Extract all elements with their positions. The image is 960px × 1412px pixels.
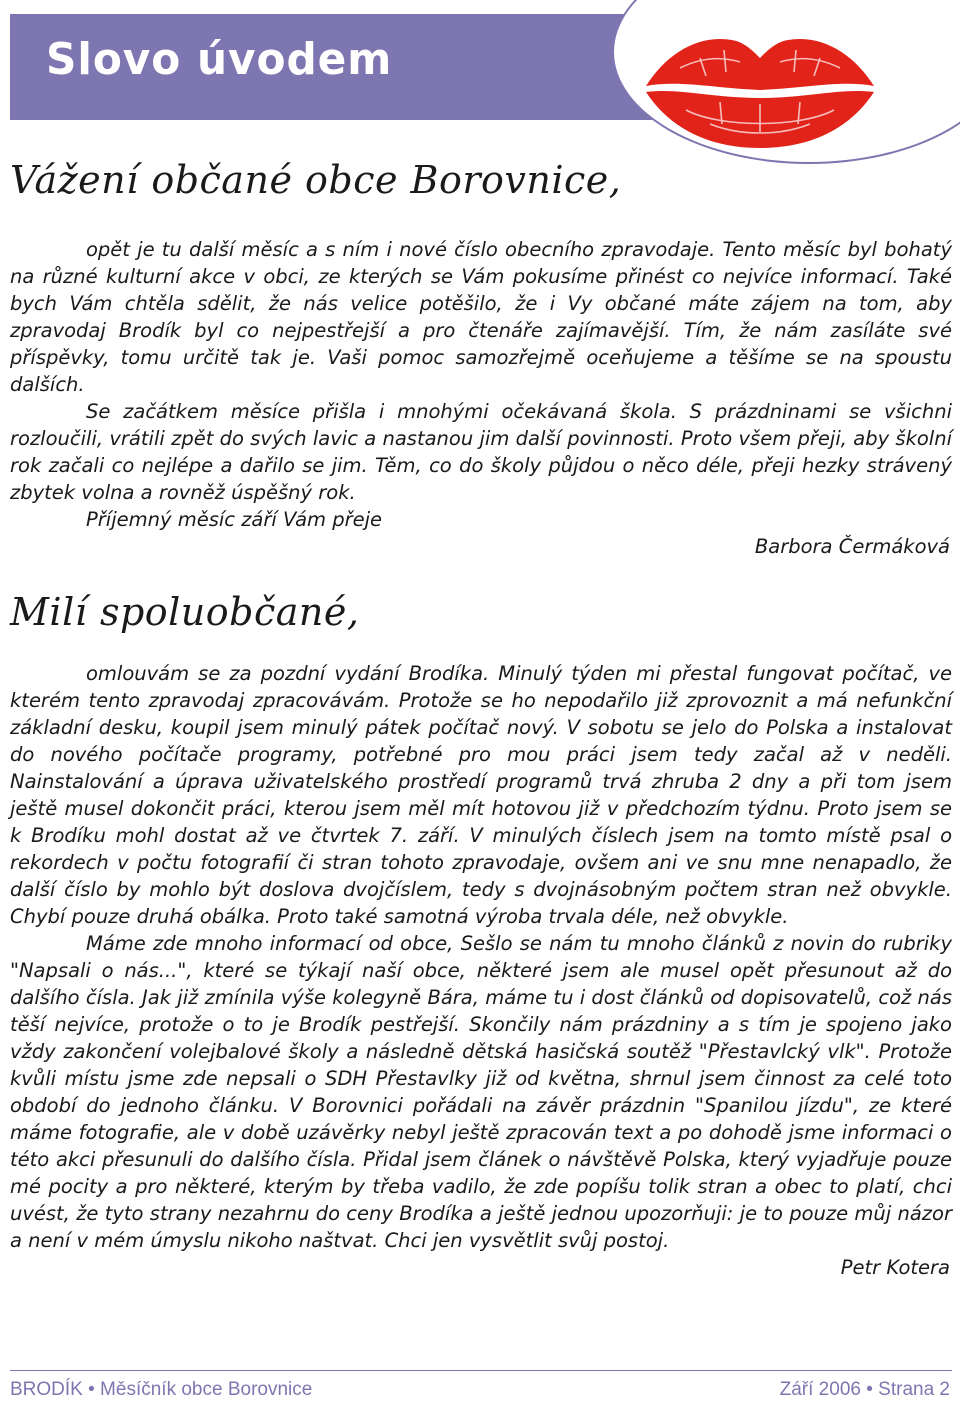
greeting-heading: Milí spoluobčané, [10,590,360,634]
footer-page-info: Září 2006 • Strana 2 [779,1379,950,1400]
paragraph: Se začátkem měsíce přišla i mnohými očekávaná škola. S prázdninami se všichni rozloučili, vrátili zpět do svých lavic a nastanou jim další povinnosti. Proto všem přeji, aby školní rok začali co nejlépe a dařilo se jim. Těm, co do školy půjdou o něco déle, přeji hezky strávený zbytek volna a rovněž úspěšný rok. [10,400,952,504]
greeting-heading: Vážení občané obce Borovnice, [10,158,622,202]
signature: Barbora Čermáková [754,535,950,558]
lips-icon [640,28,880,156]
signature: Petr Kotera [840,1256,950,1279]
letter-section-2 [10,660,952,1281]
paragraph: opět je tu další měsíc a s ním i nové číslo obecního zpravodaje. Tento měsíc byl bohatý na různé kulturní akce v obci, ze kterých se Vám pokusíme přinést co nejvíce informací. Také bych Vám chtěla sdělit, že nás velice potěšilo, že i Vy občané máte zájem na tom, aby zpravodaj Brodík byl co nejpestřejší a pro čtenáře zajímavější. Tím, že nám zasíláte své příspěvky, tomu určitě tak je. Vaši pomoc samozřejmě oceňujeme a těšíme se na spoustu dalších. [10,238,952,396]
page-title: Slovo úvodem [46,34,393,85]
footer-publication: BRODÍK • Měsíčník obce Borovnice [10,1379,313,1400]
paragraph: Příjemný měsíc září Vám přeje [86,508,383,531]
letter-section-1 [10,236,952,560]
paragraph: omlouvám se za pozdní vydání Brodíka. Minulý týden mi přestal fungovat počítač, ve kterém tento zpravodaj zpracovávám. Protože se ho nepodařilo již zprovoznit a má nefunkční základní desku, koupil jsem minulý pátek počítač nový. V sobotu se jelo do Polska a instalovat do nového počítače programy, potřebné pro mou práci jsem tedy začal až v neděli. Nainstalování a úprava uživatelského prostředí programů trvá zhruba 2 dny a při tom jsem ještě musel dokončit práci, kterou jsem měl mít hotovou již v předchozím týdnu. Proto jsem se k Brodíku mohl dostat až ve čtvrtek 7. září. V minulých číslech jsem na tomto místě psal o rekordech v počtu fotografií či stran tohoto zpravodaje, ovšem ani ve snu mne nenapadlo, že další číslo by mohlo být doslova dvojčíslem, tedy s dvojnásobným počtem stran než obvykle. Chybí pouze druhá obálka. Proto také samotná výroba trvala déle, než obvykle. [10,662,952,928]
footer-divider [10,1370,952,1371]
paragraph: Máme zde mnoho informací od obce, Sešlo se nám tu mnoho článků z novin do rubriky "Napsali o nás...", které se týkají naší obce, některé jsem ale musel opět přesunout až do dalšího čísla. Jak již zmínila výše kolegyně Bára, máme tu i dost článků od dopisovatelů, což nás těší nejvíce, protože o to je Brodík pestřejší. Skončily nám prázdniny a s tím je spojeno jako vždy zakončení volejbalové školy a následně dětská hasičská soutěž "Přestavlcký vlk". Protože kvůli místu jsme zde nepsali o SDH Přestavlky již od května, shrnul jsem činnost za celé toto období do jednoho článku. V Borovnici pořádali na závěr prázdnin "Spanilou jízdu", ze které máme fotografie, ale v době uzávěrky nebyl ještě zpracován text a po dohodě jsme informaci o této akci přesunuli do dalšího čísla. Přidal jsem článek o návštěvě Polska, který vyjadřuje pouze mé pocity a pro některé, kterým by třeba vadilo, že zde popíšu tolik stran a obec to platí, chci uvést, že tyto strany nezahrnu do ceny Brodíka a ještě jednou upozorňuji: je to pouze můj názor a není v mém úmyslu nikoho naštvat. Chci jen vysvětlit svůj postoj. [10,932,952,1252]
